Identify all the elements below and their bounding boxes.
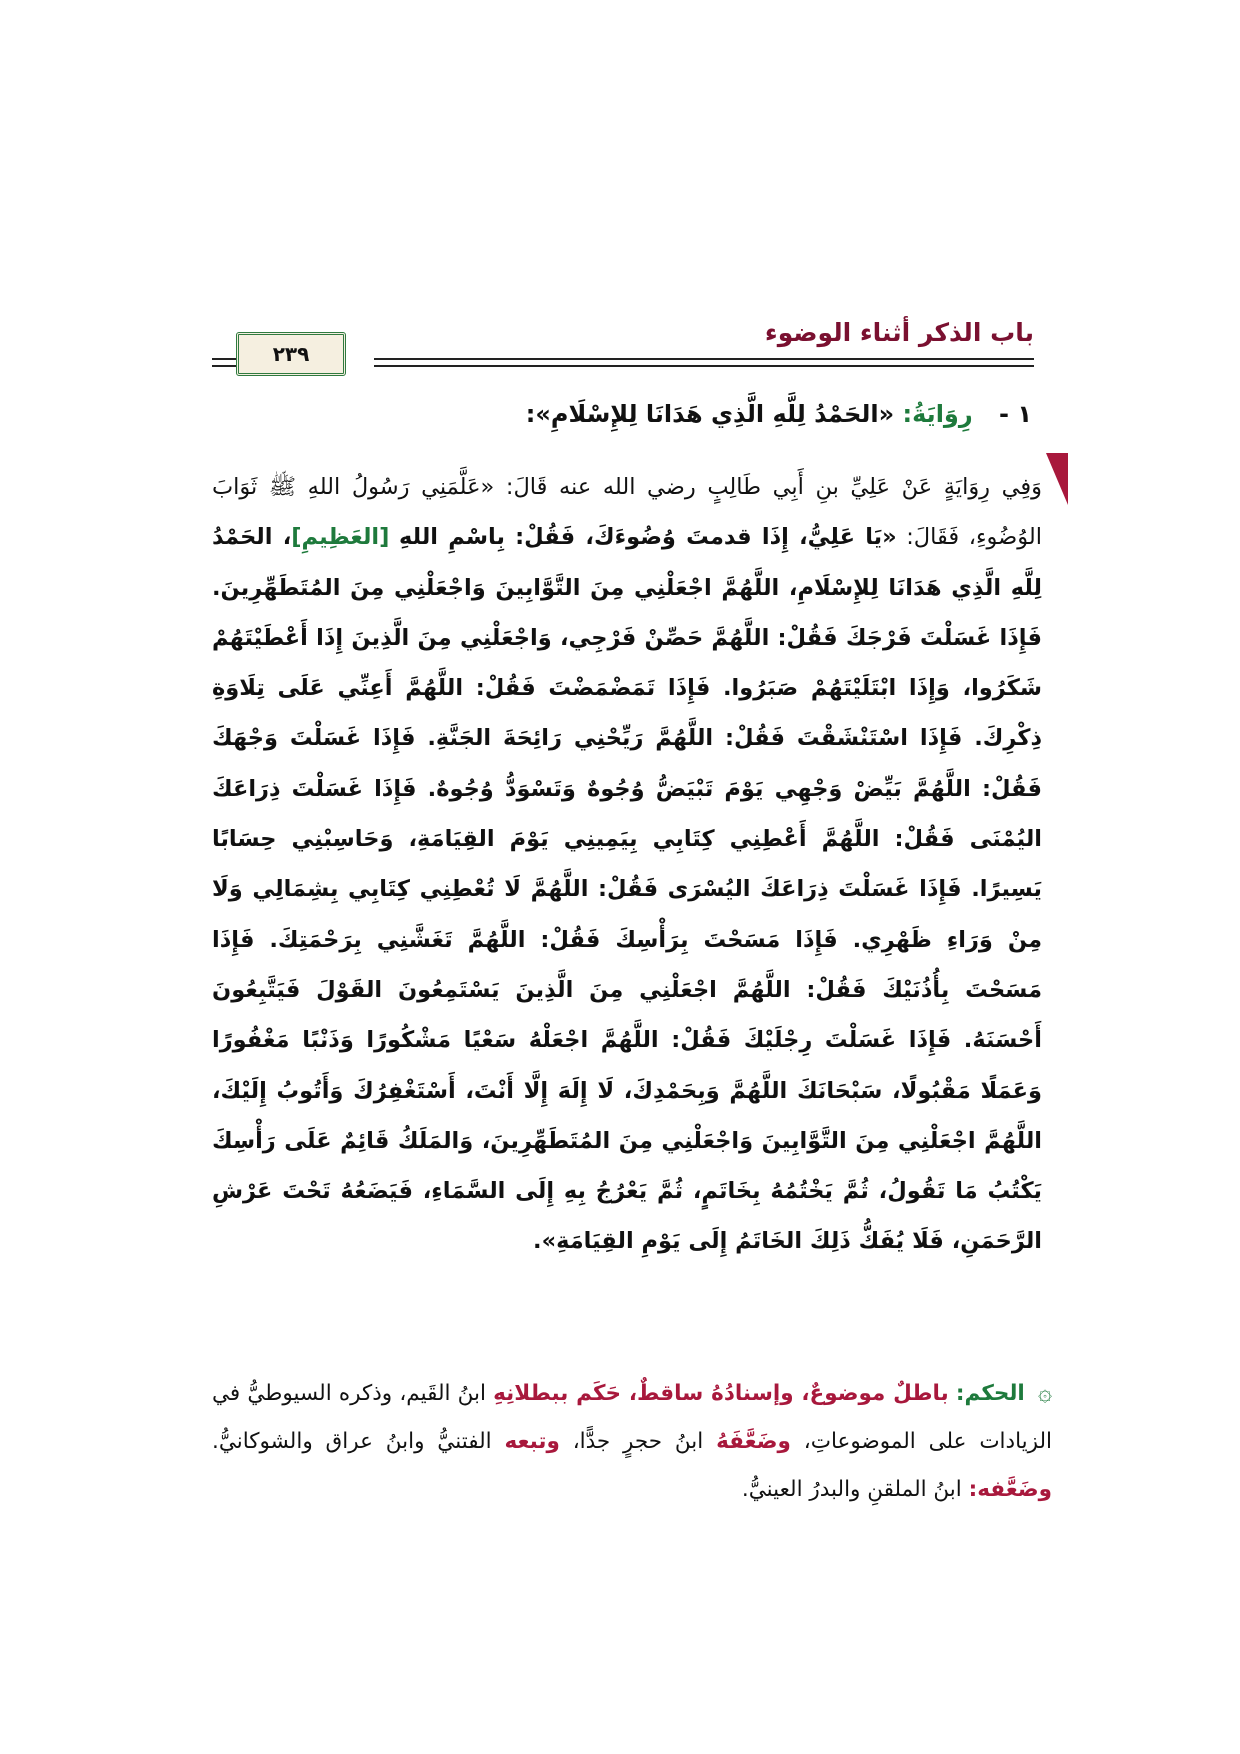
ruling-highlight: وضَعَّفه: xyxy=(968,1477,1052,1502)
section-label: رِوَايَةُ: xyxy=(902,400,973,428)
page-number-frame xyxy=(236,332,346,376)
hadith-text-continued: ، الحَمْدُ لِلَّهِ الَّذِي هَدَانَا لِلإِسْلَامِ، اللَّهُمَّ اجْعَلْنِي مِنَ التَّوَّابِينَ وَاجْعَلْنِي مِنَ المُتَطَهِّرِينَ. فَإِذَا غَسَلْتَ فَرْجَكَ فَقُلْ: اللَّهُمَّ حَصِّنْ فَرْجِي، وَاجْعَلْنِي مِنَ الَّذِينَ إِذَا أَعْطَيْتَهُمْ شَكَرُوا، وَإِذَا ابْتَلَيْتَهُمْ صَبَرُوا. فَإِذَا تَمَضْمَضْتَ فَقُلْ: اللَّهُمَّ أَعِنِّي عَلَى تِلَاوَةِ ذِكْرِكَ. فَإِذَا اسْتَنْشَقْتَ فَقُلْ: اللَّهُمَّ رَيِّحْنِي رَائِحَةَ الجَنَّةِ. فَإِذَا غَسَلْتَ وَجْهَكَ فَقُلْ: اللَّهُمَّ بَيِّضْ وَجْهِي يَوْمَ تَبْيَضُّ وُجُوهٌ وَتَسْوَدُّ وُجُوهٌ. فَإِذَا غَسَلْتَ ذِرَاعَكَ اليُمْنَى فَقُلْ: اللَّهُمَّ أَعْطِنِي كِتَابِي بِيَمِينِي يَوْمَ القِيَامَةِ، وَحَاسِبْنِي حِسَابًا يَسِيرًا. فَإِذَا غَسَلْتَ ذِرَاعَكَ اليُسْرَى فَقُلْ: اللَّهُمَّ لَا تُعْطِنِي كِتَابِي بِشِمَالِي وَلَا مِنْ وَرَاءِ ظَهْرِي. فَإِذَا مَسَحْتَ بِرَأْسِكَ فَقُلْ: اللَّهُمَّ تَغَشَّنِي بِرَحْمَتِكَ. فَإِذَا مَسَحْتَ بِأُذُنَيْكَ فَقُلْ: اللَّهُمَّ اجْعَلْنِي مِنَ الَّذِينَ يَسْتَمِعُونَ القَوْلَ فَيَتَّبِعُونَ أَحْسَنَهُ. فَإِذَا غَسَلْتَ رِجْلَيْكَ فَقُلْ: اللَّهُمَّ اجْعَلْهُ سَعْيًا مَشْكُورًا وَذَنْبًا مَغْفُورًا وَعَمَلًا مَقْبُولًا، سَبْحَانَكَ اللَّهُمَّ وَبِحَمْدِكَ، لَا إِلَهَ إِلَّا أَنْتَ، أَسْتَغْفِرُكَ وَأَتُوبُ إِلَيْكَ، اللَّهُمَّ اجْعَلْنِي مِنَ التَّوَّابِينَ وَاجْعَلْنِي مِنَ المُتَطَهِّرِينَ، وَالمَلَكُ قَائِمٌ عَلَى رَأْسِكَ يَكْتُبُ مَا تَقُولُ، ثُمَّ يَخْتُمُهُ بِخَاتَمٍ، ثُمَّ يَعْرُجُ بِهِ إِلَى السَّمَاءِ، فَيَضَعُهُ تَحْتَ عَرْشِ الرَّحَمَنِ، فَلَا يُفَكُّ ذَلِكَ الخَاتَمُ إِلَى يَوْمِ القِيَامَةِ». xyxy=(212,524,1042,1255)
ruling-text: ابنُ القَيم، وذكره السيوطيُّ في الزيادات على الموضوعاتِ، xyxy=(212,1381,1053,1454)
ruling-text: ابنُ الملقنِ والبدرُ العينيُّ. xyxy=(741,1477,962,1502)
ruling-verdict: باطلٌ موضوعٌ، وإسنادُهُ ساقطٌ، حَكَم ببطلانِهِ xyxy=(493,1381,949,1406)
hadith-intro: وَفِي رِوَايَةٍ عَنْ عَلِيِّ بنِ أَبِي طَالِبٍ رضي الله عنه قَالَ: «عَلَّمَنِي رَسُولُ اللهِ ﷺ ثَوَابَ الوُضُوءِ، فَقَالَ: xyxy=(212,474,1043,551)
corner-ornament xyxy=(1046,453,1068,505)
ruling-label: الحكم: xyxy=(955,1381,1025,1406)
bracket-word: [العَظِيمِ] xyxy=(291,524,390,551)
running-header xyxy=(212,318,1034,378)
page-number: ٢٣٩ xyxy=(272,342,310,366)
ruling-highlight: وتبعه xyxy=(504,1429,560,1454)
hadith-text: «يَا عَلِيُّ، إِذَا قدمتَ وُضُوءَكَ، فَقُلْ: بِاسْمِ اللهِ xyxy=(399,524,897,551)
ruling-paragraph xyxy=(212,1368,1052,1514)
header-rule xyxy=(374,365,1034,367)
section-quote: «الحَمْدُ لِلَّهِ الَّذِي هَدَانَا لِلإِسْلَامِ»: xyxy=(525,400,895,428)
section-number: ١ - xyxy=(999,400,1032,428)
ruling-text: ابنُ حجرٍ جدًّا، xyxy=(572,1429,704,1454)
hadith-text-block xyxy=(212,462,1042,1267)
header-rule xyxy=(374,358,1034,360)
section-heading xyxy=(212,400,1032,428)
ruling-text: الفتنيُّ وابنُ عراق والشوكانيُّ. xyxy=(212,1429,492,1454)
ruling-highlight: وضَعَّفَهُ xyxy=(716,1429,791,1454)
chapter-title: باب الذكر أثناء الوضوء xyxy=(764,318,1034,347)
ornament-icon: ۞ xyxy=(1037,1378,1053,1406)
